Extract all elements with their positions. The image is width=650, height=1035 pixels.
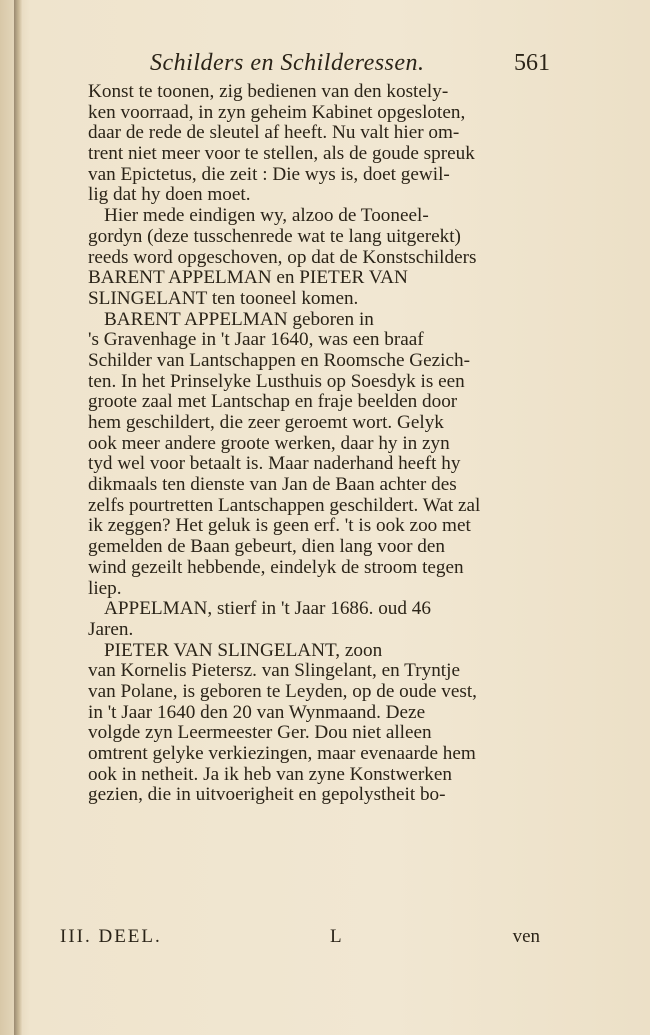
text-line: BARENT APPELMAN en PIETER VAN (88, 268, 408, 289)
text-line: gordyn (deze tusschenrede wat te lang uitgerekt) (88, 226, 461, 247)
text-line: van Epictetus, die zeit : Die wys is, doet gewil- (88, 164, 450, 185)
text-line: ook meer andere groote werken, daar hy in zyn (88, 433, 450, 454)
text-line: Hier mede eindigen wy, alzoo de Tooneel- (104, 206, 429, 227)
text-line: PIETER VAN SLINGELANT, zoon (104, 640, 383, 661)
running-title: Schilders en Schilderessen. (150, 50, 425, 76)
text-line: tyd wel voor betaalt is. Maar naderhand heeft hy (88, 454, 461, 475)
text-line: hem geschildert, die zeer geroemt wort. Gelyk (88, 413, 444, 433)
text-line: zelfs pourtretten Lantschappen geschildert. Wat zal (88, 495, 481, 516)
text-line: Jaren. (88, 619, 134, 640)
body-text (88, 82, 538, 806)
text-line: trent niet meer voor te stellen, als de goude spreuk (88, 144, 475, 165)
page-footer (60, 926, 540, 950)
text-line: ken voorraad, in zyn geheim Kabinet opgesloten, (88, 102, 466, 123)
text-line: reeds word opgeschoven, op dat de Konstschilders (88, 247, 477, 268)
text-line: van Polane, is geboren te Leyden, op de oude vest, (88, 681, 477, 702)
text-line: van Kornelis Pietersz. van Slingelant, en Tryntje (88, 661, 460, 682)
sheet-mark: L (330, 926, 342, 947)
signature-mark: III. DEEL. (60, 926, 162, 947)
text-line: BARENT APPELMAN geboren in (104, 309, 374, 330)
book-spine-shadow (14, 0, 22, 1035)
text-line: Konst te toonen, zig bedienen van den kostely- (88, 82, 449, 102)
text-line: 's Gravenhage in 't Jaar 1640, was een braaf (88, 330, 424, 351)
text-line: gezien, die in uitvoerigheit en gepolystheit bo- (88, 785, 446, 806)
text-line: volgde zyn Leermeester Ger. Dou niet alleen (88, 723, 432, 744)
text-line: gemelden de Baan gebeurt, dien lang voor den (88, 537, 445, 558)
text-line: Schilder van Lantschappen en Roomsche Gezich- (88, 350, 471, 371)
text-line: omtrent gelyke verkiezingen, maar evenaarde hem (88, 744, 476, 764)
text-line: in 't Jaar 1640 den 20 van Wynmaand. Deze (88, 702, 426, 723)
text-line: wind gezeilt hebbende, eindelyk de stroom tegen (88, 557, 464, 578)
text-line: SLINGELANT ten tooneel komen. (88, 288, 359, 309)
text-line: groote zaal met Lantschap en fraje beelden door (88, 392, 458, 413)
text-line: ook in netheit. Ja ik heb van zyne Konstwerken (88, 764, 452, 785)
catchword: ven (512, 926, 540, 947)
text-line: dikmaals ten dienste van Jan de Baan achter des (88, 475, 457, 496)
page-header (150, 50, 550, 80)
text-line: daar de rede de sleutel af heeft. Nu valt hier om- (88, 123, 460, 144)
text-line: APPELMAN, stierf in 't Jaar 1686. oud 46 (104, 599, 431, 620)
text-line: liep. (88, 578, 122, 599)
page-number: 561 (514, 50, 550, 76)
text-line: lig dat hy doen moet. (88, 185, 251, 206)
text-line: ten. In het Prinselyke Lusthuis op Soesdyk is een (88, 371, 465, 392)
text-line: ik zeggen? Het geluk is geen erf. 't is ook zoo met (88, 516, 471, 537)
